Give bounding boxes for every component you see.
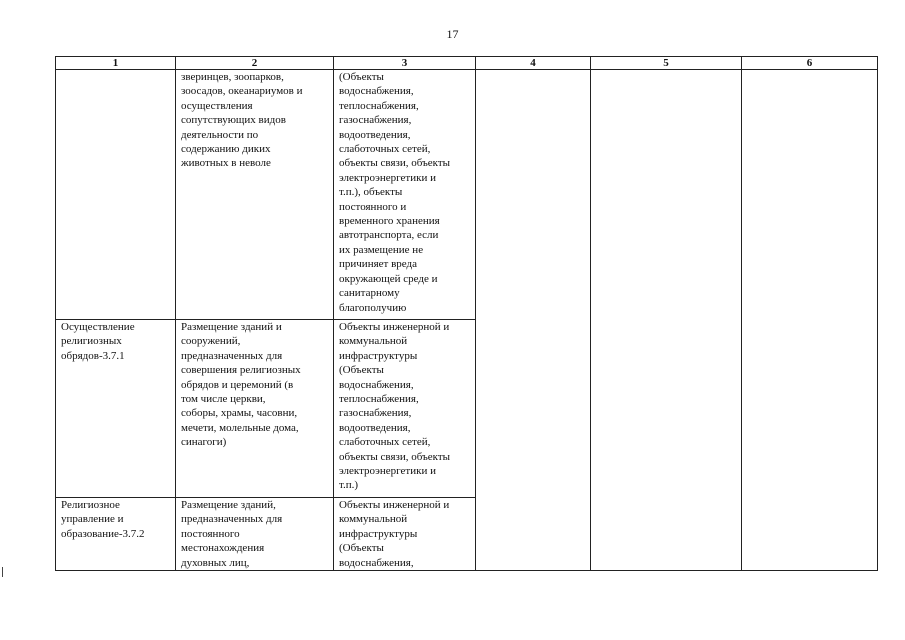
column-header-6: 6 bbox=[742, 57, 878, 70]
page-number: 17 bbox=[446, 27, 459, 41]
row-1-activity-code bbox=[56, 70, 176, 320]
row-1-description: зверинцев, зоопарков, зоосадов, океанариумов и осуществления сопутствующих видов деятельности по содержанию диких животных в неволе bbox=[176, 70, 334, 320]
row-3-activity-code: Религиозное управление и образование-3.7.2 bbox=[56, 498, 176, 571]
row-3-description: Размещение зданий, предназначенных для постоянного местонахождения духовных лиц, bbox=[176, 498, 334, 571]
column-5-cell bbox=[591, 70, 742, 571]
margin-mark bbox=[2, 567, 6, 577]
header-row bbox=[56, 57, 878, 70]
column-header-2: 2 bbox=[176, 57, 334, 70]
column-header-5: 5 bbox=[591, 57, 742, 70]
row-1-auxiliary-uses: (Объекты водоснабжения, теплоснабжения, газоснабжения, водоотведения, слаботочных сетей, объекты связи, объекты электроэнергетики и т.п.), объекты постоянного и временного хранения автотранспорта, если их размещение не причиняет вреда окружающей среде и санитарному благополучию bbox=[334, 70, 476, 320]
row-2-description: Размещение зданий и сооружений, предназначенных для совершения религиозных обрядов и церемоний (в том числе церкви, соборы, храмы, часовни, мечети, молельные дома, синагоги) bbox=[176, 320, 334, 498]
row-2-auxiliary-uses: Объекты инженерной и коммунальной инфраструктуры (Объекты водоснабжения, теплоснабжения, газоснабжения, водоотведения, слаботочных сетей, объекты связи, объекты электроэнергетики и т.п.) bbox=[334, 320, 476, 498]
column-header-1: 1 bbox=[56, 57, 176, 70]
column-4-cell bbox=[476, 70, 591, 571]
column-header-4: 4 bbox=[476, 57, 591, 70]
row-3-auxiliary-uses: Объекты инженерной и коммунальной инфраструктуры (Объекты водоснабжения, bbox=[334, 498, 476, 571]
table-row bbox=[56, 70, 878, 320]
column-header-3: 3 bbox=[334, 57, 476, 70]
land-use-table bbox=[55, 56, 878, 571]
column-6-cell bbox=[742, 70, 878, 571]
row-2-activity-code: Осуществление религиозных обрядов-3.7.1 bbox=[56, 320, 176, 498]
